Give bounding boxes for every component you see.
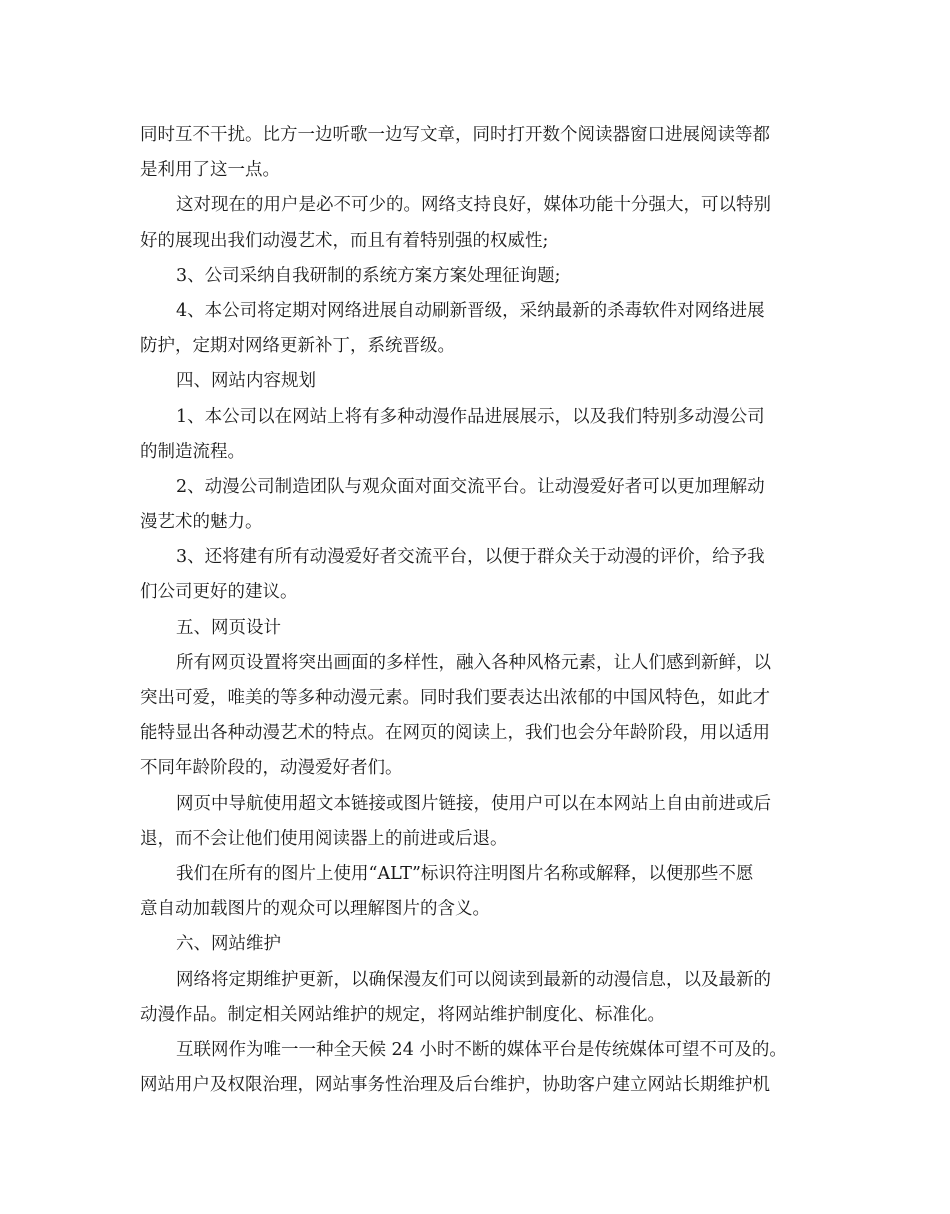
- text-line: 的制造流程。: [140, 441, 245, 462]
- text-line: 漫艺术的魅力。: [140, 512, 263, 533]
- text-line: 们公司更好的建议。: [140, 582, 298, 603]
- text-line: 网络将定期维护更新，以确保漫友们可以阅读到最新的动漫信息，以及最新的: [176, 969, 771, 990]
- text-line: 3、还将建有所有动漫爱好者交流平台，以便于群众关于动漫的评价，给予我: [176, 547, 765, 568]
- text-line: 能特显出各种动漫艺术的特点。在网页的阅读上，我们也会分年龄阶段，用以适用: [140, 723, 770, 744]
- text-line: 六、网站维护: [176, 934, 281, 955]
- text-line: 4、本公司将定期对网络进展自动刷新晋级，采纳最新的杀毒软件对网络进展: [176, 300, 765, 321]
- text-line: 网站用户及权限治理，网站事务性治理及后台维护，协助客户建立网站长期维护机: [140, 1075, 770, 1096]
- text-line: 意自动加载图片的观众可以理解图片的含义。: [140, 899, 490, 920]
- text-line: 不同年龄阶段的，动漫爱好者们。: [140, 758, 403, 779]
- text-line: 四、网站内容规划: [176, 371, 316, 392]
- text-line: 突出可爱，唯美的等多种动漫元素。同时我们要表达出浓郁的中国风特色，如此才: [140, 688, 770, 708]
- text-line: 动漫作品。制定相关网站维护的规定，将网站维护制度化、标准化。: [140, 1004, 665, 1025]
- text-line: 同时互不干扰。比方一边听歌一边写文章，同时打开数个阅读器窗口进展阅读等都: [140, 125, 770, 145]
- text-line: 1、本公司以在网站上将有多种动漫作品进展展示，以及我们特别多动漫公司: [176, 406, 765, 427]
- text-line: 2、动漫公司制造团队与观众面对面交流平台。让动漫爱好者可以更加理解动: [176, 476, 765, 497]
- text-line: 互联网作为唯一一种全天候 24 小时不断的媒体平台是传统媒体可望不可及的。: [176, 1039, 787, 1060]
- text-line: 我们在所有的图片上使用“ALT”标识符注明图片名称或解释，以便那些不愿: [176, 863, 754, 884]
- text-line: 防护，定期对网络更新补丁，系统晋级。: [140, 336, 455, 357]
- text-line: 好的展现出我们动漫艺术，而且有着特别强的权威性;: [140, 230, 549, 251]
- document-body: [140, 118, 830, 1103]
- text-line: 这对现在的用户是必不可少的。网络支持良好，媒体功能十分强大，可以特别: [176, 195, 771, 216]
- text-line: 网页中导航使用超文本链接或图片链接，使用户可以在本网站上自由前进或后: [176, 793, 771, 814]
- text-line: 是利用了这一点。: [140, 160, 280, 181]
- text-line: 五、网页设计: [176, 617, 281, 638]
- text-line: 3、公司采纳自我研制的系统方案方案处理征询题;: [176, 265, 561, 286]
- text-line: 所有网页设置将突出画面的多样性，融入各种风格元素，让人们感到新鲜，以: [176, 652, 771, 673]
- text-line: 退，而不会让他们使用阅读器上的前进或后退。: [140, 828, 508, 849]
